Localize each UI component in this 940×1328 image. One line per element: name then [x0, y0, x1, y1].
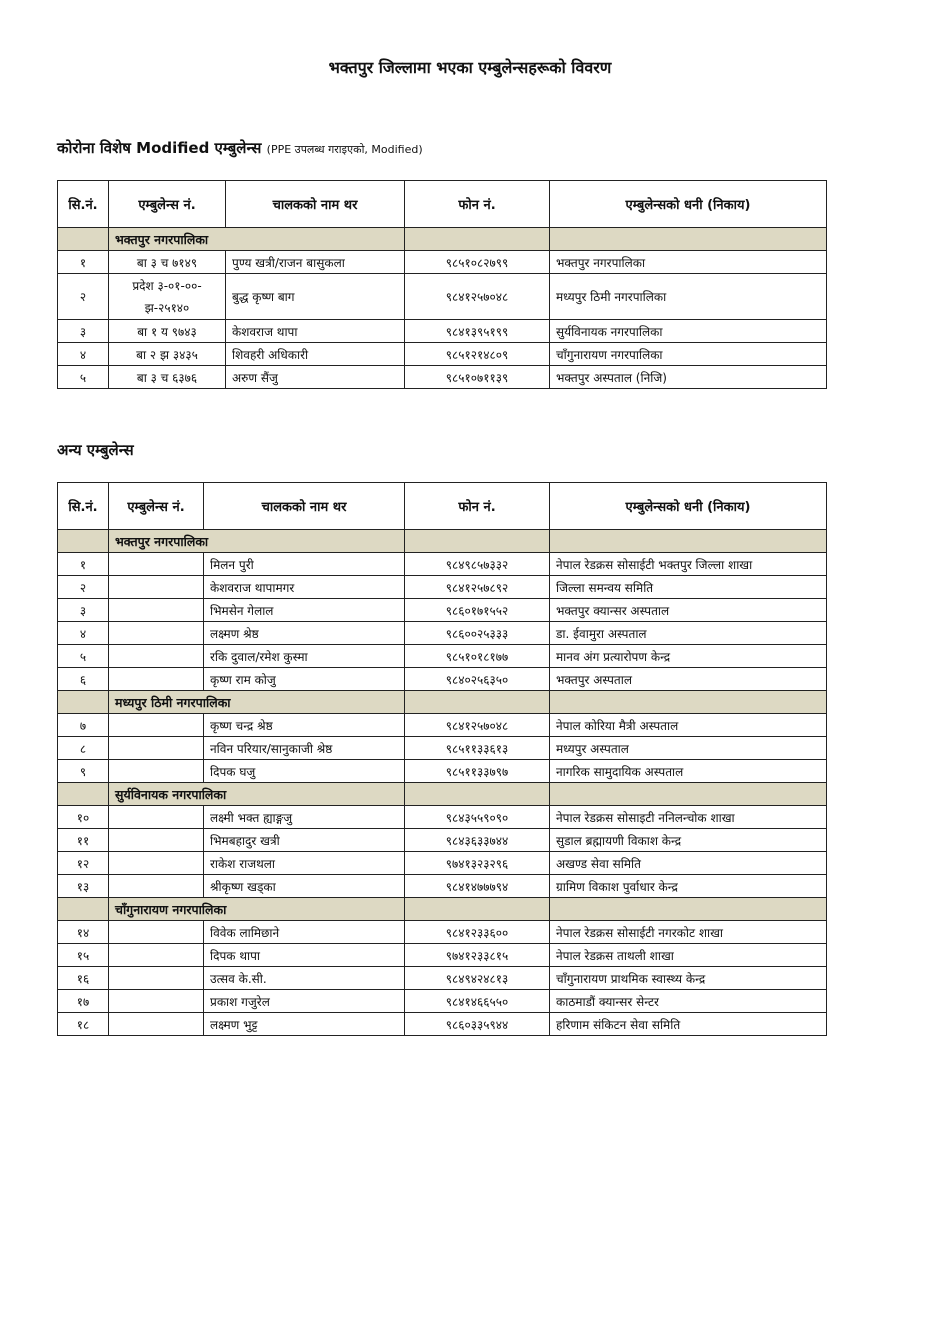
driver-cell: मिलन पुरी	[204, 553, 405, 576]
group-owner-cell	[550, 530, 827, 553]
group-name: सुर्यविनायक नगरपालिका	[109, 783, 405, 806]
ambulance-no-cell	[109, 875, 204, 898]
driver-cell: कृष्ण राम कोजु	[204, 668, 405, 691]
section2-heading: अन्य एम्बुलेन्स	[57, 441, 134, 459]
phone-cell: ९८४१३९५१९९	[405, 320, 550, 343]
ambulance-no-cell	[109, 599, 204, 622]
driver-cell: लक्ष्मण भुट्ट	[204, 1013, 405, 1036]
ambulance-no-cell	[109, 714, 204, 737]
group-sn-cell	[58, 898, 109, 921]
owner-cell: नेपाल रेडक्रस सोसाईटी नगरकोट शाखा	[550, 921, 827, 944]
ambulance-no-cell: बा १ य ९७४३	[109, 320, 226, 343]
driver-cell: दिपक थापा	[204, 944, 405, 967]
sn-cell: ५	[58, 366, 109, 389]
sn-cell: १४	[58, 921, 109, 944]
sn-cell: ९	[58, 760, 109, 783]
col-header-phone: फोन नं.	[405, 483, 550, 530]
phone-cell: ९८४१४६६५५०	[405, 990, 550, 1013]
sn-cell: ८	[58, 737, 109, 760]
group-row	[58, 783, 827, 806]
phone-cell: ९८४१२५७०४८	[405, 274, 550, 320]
sn-cell: १६	[58, 967, 109, 990]
table-row	[58, 343, 827, 366]
ambulance-no-cell	[109, 760, 204, 783]
col-header-phone: फोन नं.	[405, 181, 550, 228]
group-row	[58, 898, 827, 921]
group-phone-cell	[405, 691, 550, 714]
col-header-owner: एम्बुलेन्सको धनी (निकाय)	[550, 483, 827, 530]
phone-cell: ९८४९८५७३३२	[405, 553, 550, 576]
owner-cell: मध्यपुर अस्पताल	[550, 737, 827, 760]
ambulance-no-cell	[109, 576, 204, 599]
ambulance-no-cell: बा २ झ ३४३५	[109, 343, 226, 366]
group-name: भक्तपुर नगरपालिका	[109, 530, 405, 553]
table-row	[58, 576, 827, 599]
table-header-row	[58, 483, 827, 530]
table-row	[58, 921, 827, 944]
sn-cell: ५	[58, 645, 109, 668]
group-name: भक्तपुर नगरपालिका	[109, 228, 405, 251]
group-phone-cell	[405, 530, 550, 553]
owner-cell: नेपाल रेडक्रस ताथली शाखा	[550, 944, 827, 967]
owner-cell: भक्तपुर क्यान्सर अस्पताल	[550, 599, 827, 622]
owner-cell: चाँगुनारायण प्राथमिक स्वास्थ्य केन्द्र	[550, 967, 827, 990]
ambulance-no-cell: प्रदेश ३-०१-००-झ-२५१४०	[109, 274, 226, 320]
ambulance-no-cell	[109, 921, 204, 944]
owner-cell: काठमाडौं क्यान्सर सेन्टर	[550, 990, 827, 1013]
table-row	[58, 875, 827, 898]
phone-cell: ९८५११३३६१३	[405, 737, 550, 760]
phone-cell: ९८५१०१८१७७	[405, 645, 550, 668]
driver-cell: दिपक घजु	[204, 760, 405, 783]
owner-cell: सुर्यविनायक नगरपालिका	[550, 320, 827, 343]
ambulance-no-cell	[109, 967, 204, 990]
phone-cell: ९८४९४२४८१३	[405, 967, 550, 990]
table-header-row	[58, 181, 827, 228]
sn-cell: ११	[58, 829, 109, 852]
col-header-sn: सि.नं.	[58, 181, 109, 228]
sn-cell: २	[58, 274, 109, 320]
group-owner-cell	[550, 783, 827, 806]
group-row	[58, 691, 827, 714]
phone-cell: ९८६०३३५९४४	[405, 1013, 550, 1036]
phone-cell: ९८४१४७७७९४	[405, 875, 550, 898]
sn-cell: १८	[58, 1013, 109, 1036]
ambulance-no-cell	[109, 1013, 204, 1036]
sn-cell: १०	[58, 806, 109, 829]
phone-cell: ९८४३५५९०९०	[405, 806, 550, 829]
ambulance-no-cell	[109, 806, 204, 829]
sn-cell: १७	[58, 990, 109, 1013]
group-sn-cell	[58, 783, 109, 806]
ambulance-no-cell: बा ३ च ७१४९	[109, 251, 226, 274]
table-row	[58, 668, 827, 691]
owner-cell: नेपाल रेडक्रस सोसाइटी ननिलन्चोक शाखा	[550, 806, 827, 829]
table-row	[58, 967, 827, 990]
sn-cell: १२	[58, 852, 109, 875]
group-phone-cell	[405, 898, 550, 921]
group-owner-cell	[550, 898, 827, 921]
driver-cell: विवेक लामिछाने	[204, 921, 405, 944]
phone-cell: ९८६०१७१५५२	[405, 599, 550, 622]
other-ambulance-table	[57, 482, 827, 1036]
sn-cell: ३	[58, 599, 109, 622]
table-row	[58, 737, 827, 760]
driver-cell: केशवराज थापामगर	[204, 576, 405, 599]
ambulance-no-cell	[109, 645, 204, 668]
ambulance-no-cell	[109, 990, 204, 1013]
phone-cell: ९८४१२३३६००	[405, 921, 550, 944]
table-row	[58, 944, 827, 967]
ambulance-no-cell	[109, 553, 204, 576]
driver-cell: उत्सव के.सी.	[204, 967, 405, 990]
section1-note: (PPE उपलब्ध गराइएको, Modified)	[266, 143, 423, 156]
phone-cell: ९७४१२३३८१५	[405, 944, 550, 967]
sn-cell: ७	[58, 714, 109, 737]
table-row	[58, 714, 827, 737]
table-row	[58, 320, 827, 343]
ambulance-no-cell	[109, 852, 204, 875]
driver-cell: लक्ष्मी भक्त ह्याङ्गजु	[204, 806, 405, 829]
sn-cell: १	[58, 251, 109, 274]
table-row	[58, 599, 827, 622]
phone-cell: ९८५१२१४८०९	[405, 343, 550, 366]
phone-cell: ९८४०२५६३५०	[405, 668, 550, 691]
group-sn-cell	[58, 691, 109, 714]
table-row	[58, 760, 827, 783]
modified-ambulance-table	[57, 180, 827, 389]
group-sn-cell	[58, 530, 109, 553]
driver-cell: शिवहरी अधिकारी	[226, 343, 405, 366]
driver-cell: बुद्ध कृष्ण बाग	[226, 274, 405, 320]
group-row	[58, 228, 827, 251]
owner-cell: भक्तपुर नगरपालिका	[550, 251, 827, 274]
sn-cell: ४	[58, 622, 109, 645]
phone-cell: ९८४३६३३७४४	[405, 829, 550, 852]
driver-cell: प्रकाश गजुरेल	[204, 990, 405, 1013]
col-header-driver: चालकको नाम थर	[204, 483, 405, 530]
driver-cell: नविन परियार/सानुकाजी श्रेष्ठ	[204, 737, 405, 760]
col-header-ambulance-no: एम्बुलेन्स नं.	[109, 483, 204, 530]
phone-cell: ९८६००२५३३३	[405, 622, 550, 645]
driver-cell: लक्ष्मण श्रेष्ठ	[204, 622, 405, 645]
table-row	[58, 251, 827, 274]
col-header-owner: एम्बुलेन्सको धनी (निकाय)	[550, 181, 827, 228]
table-row	[58, 829, 827, 852]
driver-cell: अरुण सैंजु	[226, 366, 405, 389]
group-sn-cell	[58, 228, 109, 251]
owner-cell: मध्यपुर ठिमी नगरपालिका	[550, 274, 827, 320]
table-row	[58, 274, 827, 320]
ambulance-no-cell	[109, 829, 204, 852]
phone-cell: ९८४१२५७८९२	[405, 576, 550, 599]
owner-cell: डा. ईवामुरा अस्पताल	[550, 622, 827, 645]
group-owner-cell	[550, 691, 827, 714]
col-header-sn: सि.नं.	[58, 483, 109, 530]
phone-cell: ९८४१२५७०४८	[405, 714, 550, 737]
phone-cell: ९८५१०७११३९	[405, 366, 550, 389]
driver-cell: भिमसेन गेलाल	[204, 599, 405, 622]
table-row	[58, 553, 827, 576]
owner-cell: सुडाल ब्रह्मायणी विकाश केन्द्र	[550, 829, 827, 852]
section1-title: कोरोना विशेष Modified एम्बुलेन्स	[57, 139, 262, 157]
owner-cell: भक्तपुर अस्पताल (निजि)	[550, 366, 827, 389]
driver-cell: भिमबहादुर खत्री	[204, 829, 405, 852]
driver-cell: राकेश राजथला	[204, 852, 405, 875]
sn-cell: १३	[58, 875, 109, 898]
col-header-ambulance-no: एम्बुलेन्स नं.	[109, 181, 226, 228]
driver-cell: रकि दुवाल/रमेश कुस्मा	[204, 645, 405, 668]
group-name: चाँगुनारायण नगरपालिका	[109, 898, 405, 921]
ambulance-no-cell: बा ३ च ६३७६	[109, 366, 226, 389]
group-phone-cell	[405, 783, 550, 806]
table-row	[58, 366, 827, 389]
owner-cell: नेपाल कोरिया मैत्री अस्पताल	[550, 714, 827, 737]
ambulance-no-cell	[109, 944, 204, 967]
ambulance-no-cell	[109, 737, 204, 760]
owner-cell: हरिणाम संकिटन सेवा समिति	[550, 1013, 827, 1036]
driver-cell: पुण्य खत्री/राजन बासुकला	[226, 251, 405, 274]
phone-cell: ९८५११३३७९७	[405, 760, 550, 783]
owner-cell: नागरिक सामुदायिक अस्पताल	[550, 760, 827, 783]
table-row	[58, 645, 827, 668]
sn-cell: ३	[58, 320, 109, 343]
owner-cell: नेपाल रेडक्रस सोसाईटी भक्तपुर जिल्ला शाखा	[550, 553, 827, 576]
group-phone-cell	[405, 228, 550, 251]
group-name: मध्यपुर ठिमी नगरपालिका	[109, 691, 405, 714]
ambulance-no-cell	[109, 622, 204, 645]
sn-cell: २	[58, 576, 109, 599]
owner-cell: मानव अंग प्रत्यारोपण केन्द्र	[550, 645, 827, 668]
col-header-driver: चालकको नाम थर	[226, 181, 405, 228]
driver-cell: केशवराज थापा	[226, 320, 405, 343]
page-title: भक्तपुर जिल्लामा भएका एम्बुलेन्सहरूको विवरण	[328, 58, 612, 77]
group-owner-cell	[550, 228, 827, 251]
owner-cell: अखण्ड सेवा समिति	[550, 852, 827, 875]
driver-cell: श्रीकृष्ण खड्का	[204, 875, 405, 898]
table-row	[58, 990, 827, 1013]
driver-cell: कृष्ण चन्द्र श्रेष्ठ	[204, 714, 405, 737]
owner-cell: जिल्ला समन्वय समिति	[550, 576, 827, 599]
sn-cell: १	[58, 553, 109, 576]
owner-cell: भक्तपुर अस्पताल	[550, 668, 827, 691]
table-row	[58, 806, 827, 829]
owner-cell: चाँगुनारायण नगरपालिका	[550, 343, 827, 366]
table-row	[58, 622, 827, 645]
owner-cell: ग्रामिण विकाश पुर्वाधार केन्द्र	[550, 875, 827, 898]
sn-cell: ४	[58, 343, 109, 366]
ambulance-no-cell	[109, 668, 204, 691]
group-row	[58, 530, 827, 553]
table-row	[58, 852, 827, 875]
phone-cell: ९७४१३२३२९६	[405, 852, 550, 875]
section1-heading	[57, 138, 423, 158]
phone-cell: ९८५१०८२७९९	[405, 251, 550, 274]
sn-cell: १५	[58, 944, 109, 967]
table-row	[58, 1013, 827, 1036]
sn-cell: ६	[58, 668, 109, 691]
